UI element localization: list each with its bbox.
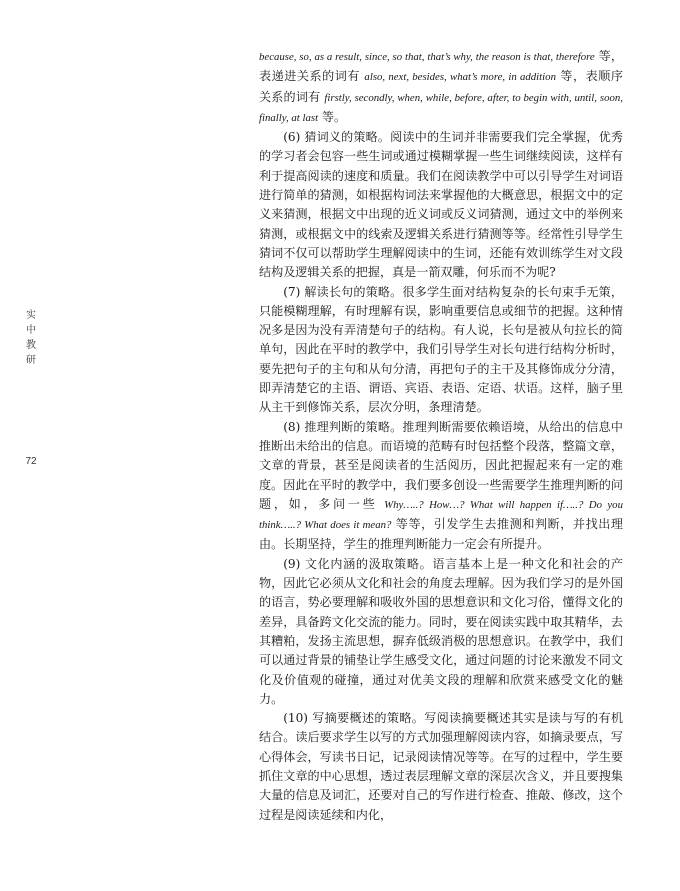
journal-char: 中: [26, 325, 36, 336]
paragraph-guess-word-meaning: (6) 猜词义的策略。阅读中的生词并非需要我们完全掌握，优秀的学习者会包容一些生词或通过模糊掌握一些生词继续阅读，这样有利于提高阅读的速度和质量。我们在阅读教学中可以引导学生对词语进行简单的猜测，如根据构词法来掌握他的大概意思，根据文中的定义来猜测，根据文中出现的近义词或反义词猜测，通过文中的举例来猜测，或根据文中的线索及逻辑关系进行猜测等等。经常性引导学生猜词不仅可以帮助学生理解阅读中的生词，还能有效训练学生对文段结构及逻辑关系的把握，真是一箭双雕，何乐而不为呢?: [259, 130, 623, 280]
english-questions: Why…..? How…? What will happen if…..? Do you think…..? What does it mean?: [259, 498, 623, 532]
article-body: [259, 47, 623, 825]
paragraph-connectives: [259, 47, 623, 128]
text-run: (8) 推理判断的策略。推理判断需要依赖语境，从给出的信息中推断出未给出的信息。而语境的范畴有时包括整个段落，整篇文章，文章的背景，甚至是阅读者的生活阅历，因此把握起来有一定的难度。因此在平时的教学中，我们要多创设一些需要学生推理判断的问题，如，多问一些: [259, 419, 623, 511]
paragraph-culture: (9) 文化内涵的汲取策略。语言基本上是一种文化和社会的产物，因此它必须从文化和社会的角度去理解。因为我们学习的是外国的语言，势必要理解和吸收外国的思想意识和文化习俗，懂得文化的差异，具备跨文化交流的能力。同时，要在阅读实践中取其精华，去其糟粕，发扬主流思想，摒弃低级消极的思想意识。在教学中，我们可以通过背景的铺垫让学生感受文化，通过问题的讨论来激发不同文化及价值观的碰撞，通过对优美文段的理解和欣赏来感受文化的魅力。: [259, 556, 623, 706]
english-terms: also, next, besides, what’s more, in addition: [364, 71, 556, 84]
text-run: 等。: [318, 109, 347, 124]
paragraph-inference: [259, 418, 623, 555]
journal-char: 研: [26, 355, 36, 366]
text-run: 等，表顺序关系的词有: [259, 69, 623, 104]
english-terms: because, so, as a result, since, so that, that’s why, the reason is that, therefore: [259, 51, 595, 63]
text-run: 等，表递进关系的词有: [259, 49, 623, 84]
text-run: 等等，引发学生去推测和判断，并找出理由。长期坚持，学生的推理判断能力一定会有所提升。: [259, 517, 623, 552]
journal-char: 实: [26, 310, 36, 321]
journal-name-vertical: [20, 308, 42, 368]
paragraph-summary-writing: (10) 写摘要概述的策略。写阅读摘要概述其实是读与写的有机结合。读后要求学生以写的方式加强理解阅读内容，如摘录要点，写心得体会，写读书日记，记录阅读情况等等。在写的过程中，学生要抓住文章的中心思想，透过表层理解文章的深层次含义，并且要搜集大量的信息及词汇，还要对自己的写作进行检查、推敲、修改，这个过程是阅读延续和内化，: [259, 711, 623, 822]
english-terms: firstly, secondly, when, while, before, after, to begin with, until, soon, finally, at last: [259, 91, 623, 124]
page-number: 72: [25, 456, 37, 467]
journal-char: 教: [26, 340, 36, 351]
paragraph-long-sentences: (7) 解读长句的策略。很多学生面对结构复杂的长句束手无策，只能模糊理解，有时理解有误，影响重要信息或细节的把握。这种情况多是因为没有弄清楚句子的结构。有人说，长句是被从句拉长的简单句，因此在平时的教学中，我们引导学生对长句进行结构分析时，要先把句子的主句和从句分清，再把句子的主干及其修饰成分分清，即弄清楚它的主语、谓语、宾语、表语、定语、状语。这样，脑子里从主干到修饰关系，层次分明，条理清楚。: [259, 284, 623, 415]
